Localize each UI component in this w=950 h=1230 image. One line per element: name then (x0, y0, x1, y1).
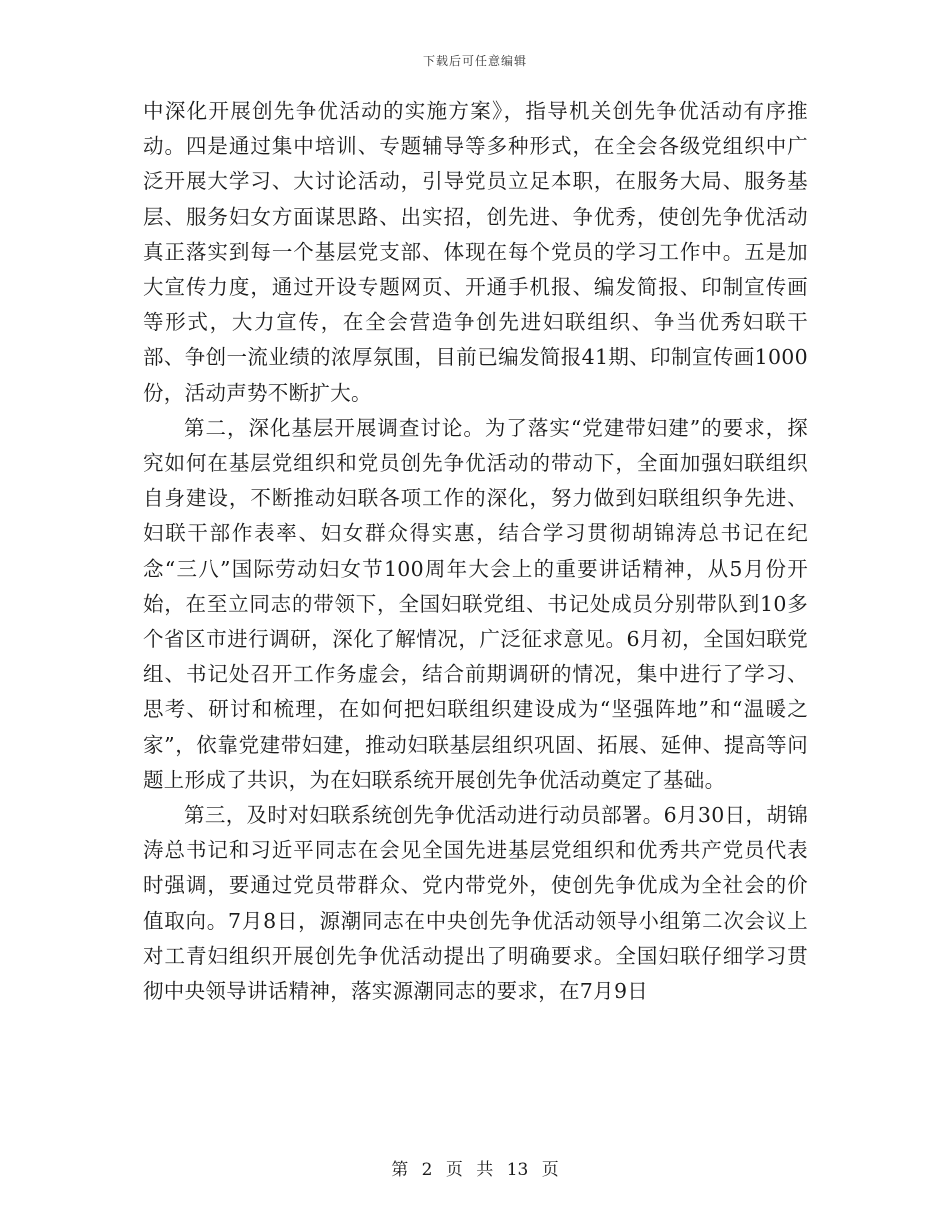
page-footer: 第 2 页 共 13 页 (391, 1160, 559, 1180)
paragraph-third: 第三，及时对妇联系统创先争优活动进行动员部署。6月30日，胡锦涛总书记和习近平同志在会见全国先进基层党组织和优秀共产党员代表时强调，要通过党员带群众、党内带党外，使创先争优成为全社会的价值取向。7月8日，源潮同志在中央创先争优活动领导小组第二次会议上对工青妇组织开展创先争优活动提出了明确要求。全国妇联仔细学习贯彻中央领导讲话精神，落实源潮同志的要求，在7月9日 (143, 803, 808, 1004)
page-header: 下载后可任意编辑 (422, 54, 527, 68)
paragraph-continued: 中深化开展创先争优活动的实施方案》，指导机关创先争优活动有序推动。四是通过集中培训、专题辅导等多种形式，在全会各级党组织中广泛开展大学习、大讨论活动，引导党员立足本职，在服务大局、服务基层、服务妇女方面谋思路、出实招，创先进、争优秀，使创先争优活动真正落实到每一个基层党支部、体现在每个党员的学习工作中。五是加大宣传力度，通过开设专题网页、开通手机报、编发简报、印制宣传画等形式，大力宣传，在全会营造争创先进妇联组织、争当优秀妇联干部、争创一流业绩的浓厚氛围，目前已编发简报41期、印制宣传画1000份，活动声势不断扩大。 (143, 99, 808, 405)
document-body (143, 94, 808, 1009)
paragraph-second: 第二，深化基层开展调查讨论。为了落实“党建带妇建”的要求，探究如何在基层党组织和党员创先争优活动的带动下，全面加强妇联组织自身建设，不断推动妇联各项工作的深化，努力做到妇联组织争先进、妇联干部作表率、妇女群众得实惠，结合学习贯彻胡锦涛总书记在纪念“三八”国际劳动妇女节100周年大会上的重要讲话精神，从5月份开始，在至立同志的带领下，全国妇联党组、书记处成员分别带队到10多个省区市进行调研，深化了解情况，广泛征求意见。6月初，全国妇联党组、书记处召开工作务虚会，结合前期调研的情况，集中进行了学习、思考、研讨和梳理，在如何把妇联组织建设成为“坚强阵地”和“温暖之家”，依靠党建带妇建，推动妇联基层组织巩固、拓展、延伸、提高等问题上形成了共识，为在妇联系统开展创先争优活动奠定了基础。 (143, 415, 808, 792)
